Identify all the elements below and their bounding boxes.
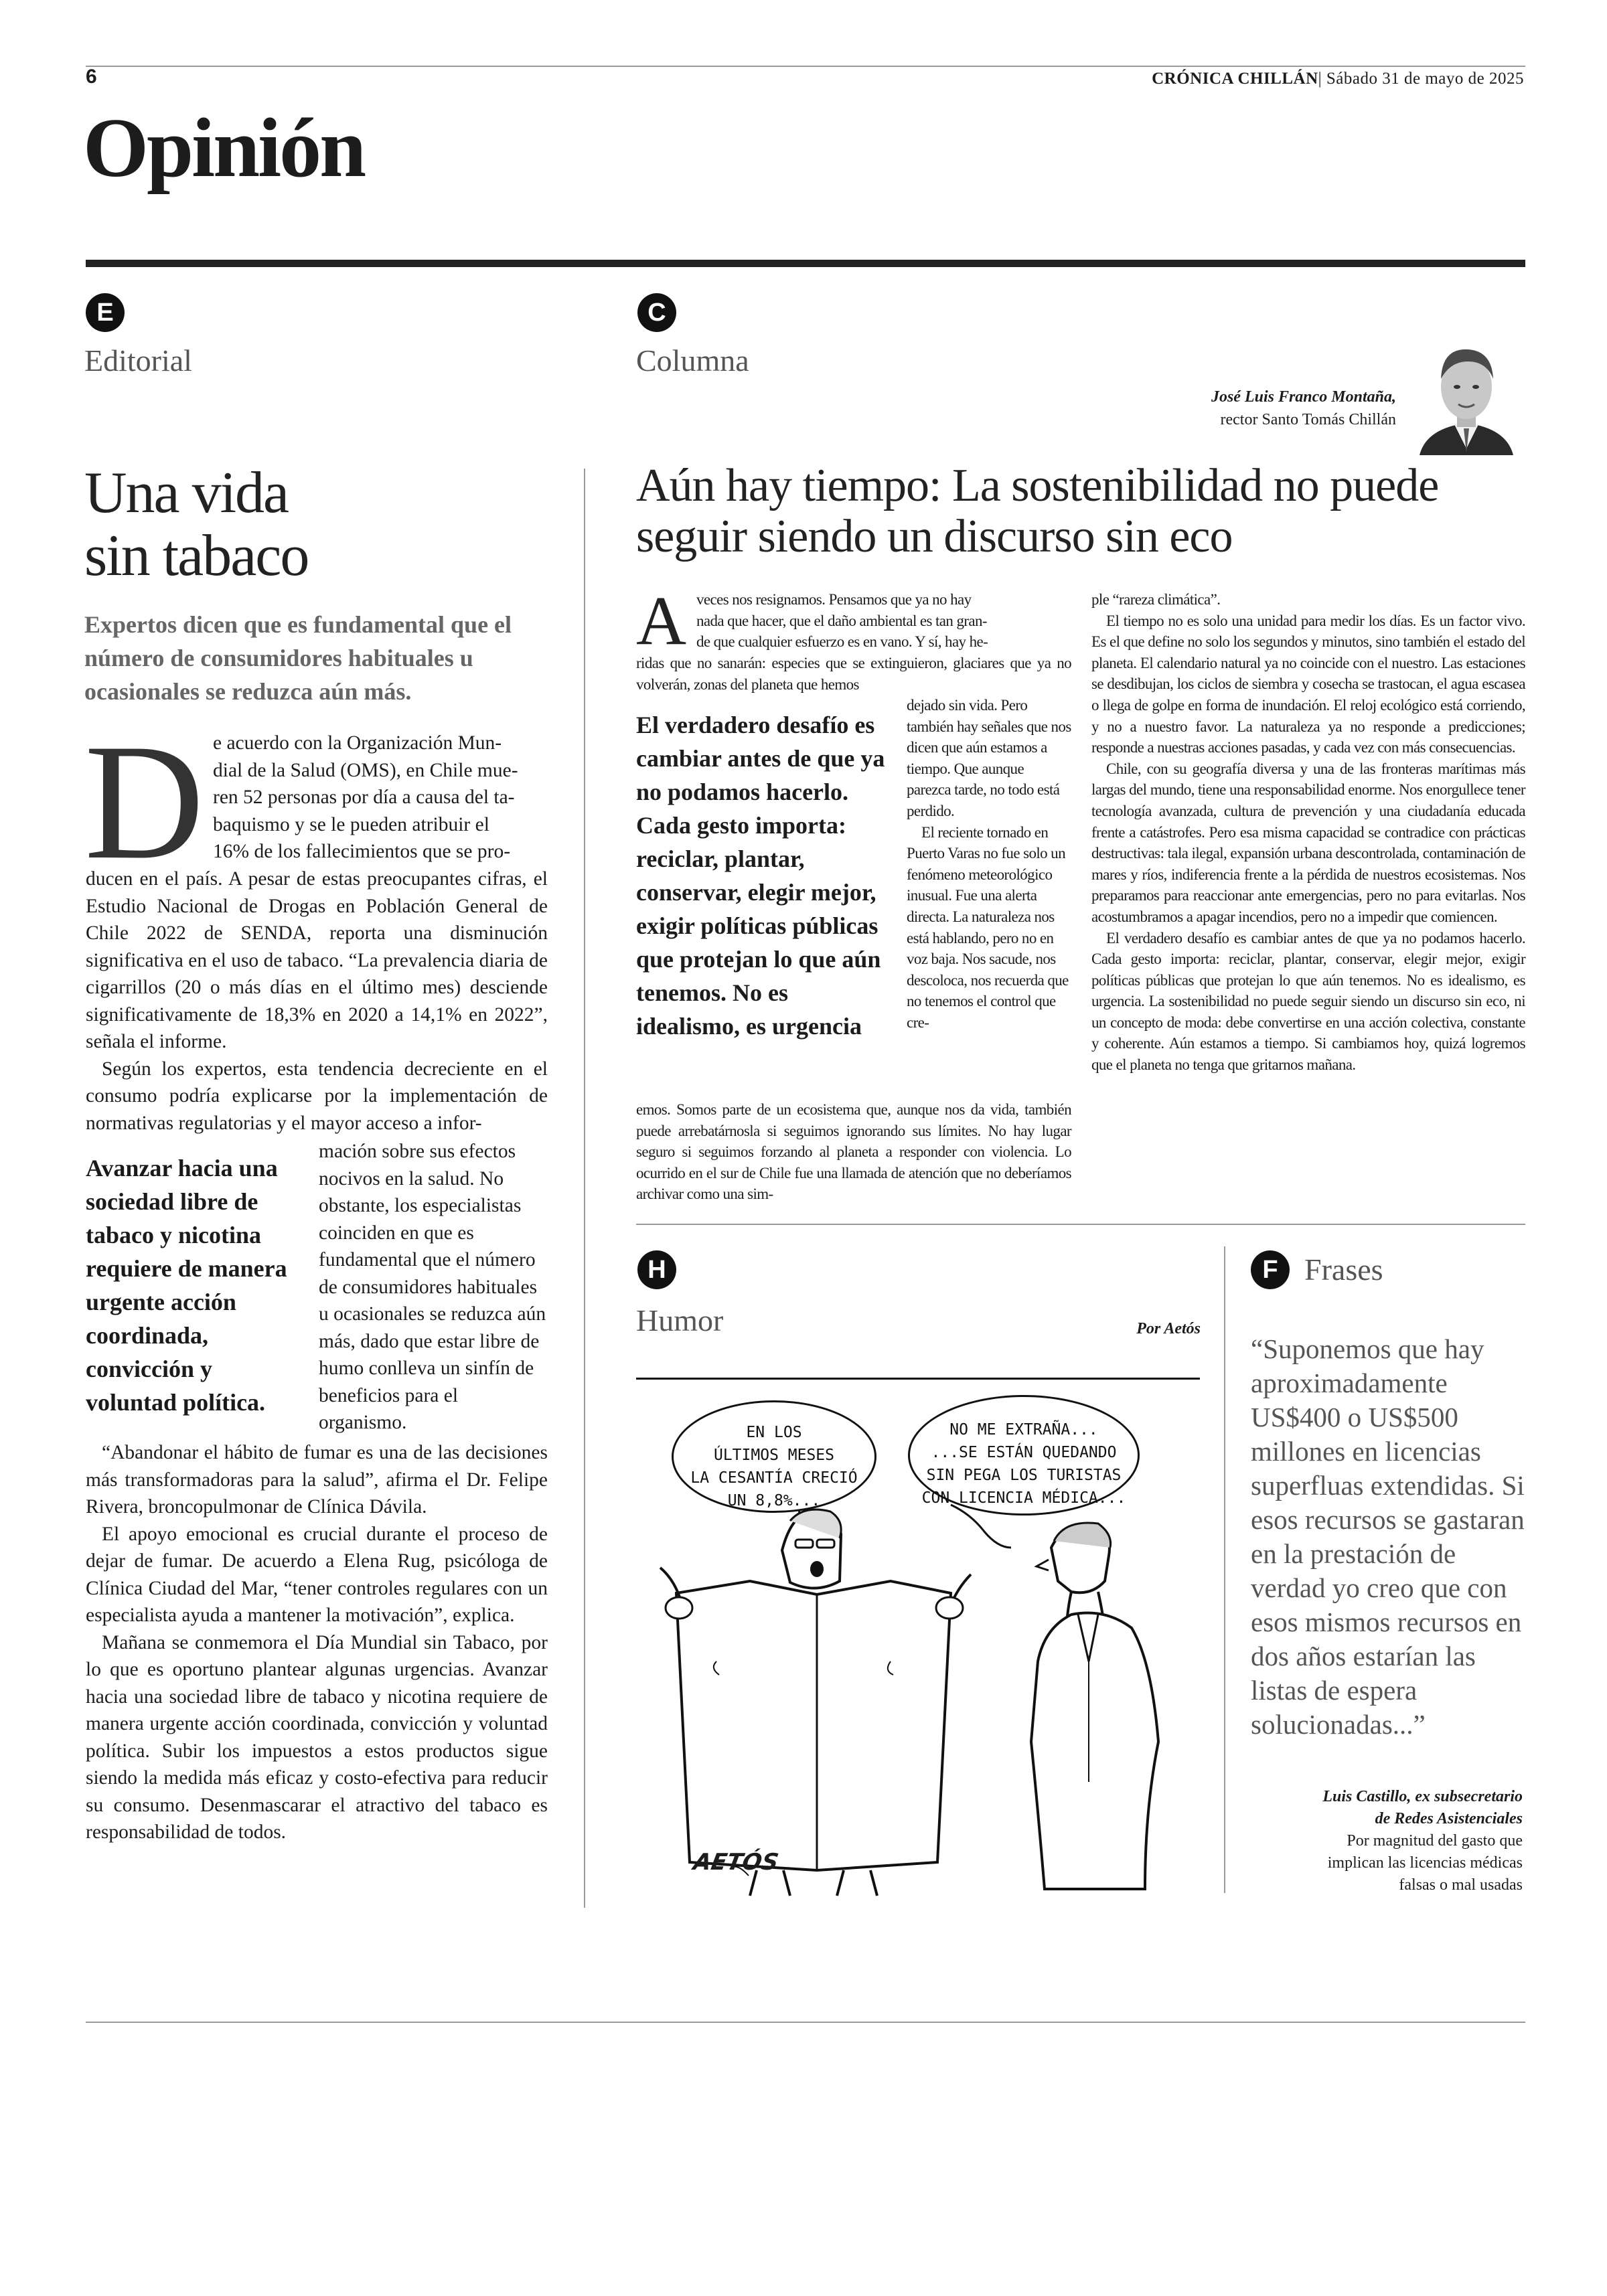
author-portrait: [1413, 335, 1520, 455]
col-line: de que cualquier esfuerzo es en vano. Y sí, hay he-: [696, 633, 988, 651]
bubble2-line: ...SE ESTÁN QUEDANDO: [931, 1444, 1117, 1461]
editorial-drop-cap: D: [84, 710, 205, 894]
editorial-p3: “Abandonar el hábito de fumar es una de las decisiones más transformadoras para la salud”, afirma el Dr. Felipe Rivera, broncopulmonar de Clínica Dávila.: [86, 1442, 548, 1518]
humor-label: Humor: [636, 1303, 724, 1337]
ed-line: ren 52 personas por día a causa del ta-: [213, 787, 515, 808]
frases-quote: “Suponemos que hay aproximadamente US$400 o US$500 millones en licencias superfluas extendidas. Si esos recursos se gastaran en la prestación de verdad yo creo que con esos mismos recursos en dos años estarían las listas de espera solucionadas...”: [1251, 1333, 1525, 1740]
editorial-title-line2: sin tabaco: [84, 523, 309, 588]
author-role: rector Santo Tomás Chillán: [1220, 411, 1396, 428]
column-intro-dropcap-lines: [696, 589, 1071, 653]
column-badge: C: [637, 293, 676, 332]
editorial-p1-dropcap-lines: [213, 730, 548, 866]
section-title: Opinión: [83, 102, 365, 195]
ed-line: 16% de los fallecimientos que se pro-: [213, 841, 511, 862]
column-right-p2: Chile, con su geografía diversa y una de las fronteras marítimas más largas del mundo, tiene una responsabilidad enorme. Nos enorgullece tener tecnología avanzada, cultura de prevención y una ciudadanía educada frente a catástrofes. Pero esa misma capacidad se contradice con prácticas destructivas: tala ilegal, expansión urbana descontrolada, contaminación de mares y ríos, indiferencia frente a la pérdida de nuestros ecosistemas. Nos preparamos para reaccionar ante emergencias, pero no para evitarlas. Nos acostumbramos a apagar incendios, pero no a impedir que comiencen.: [1091, 760, 1525, 925]
frases-label: Frases: [1304, 1252, 1383, 1287]
bubble1-line: UN 8,8%...: [727, 1492, 821, 1509]
bubble2-line: NO ME EXTRAÑA...: [949, 1421, 1098, 1439]
frases-badge: F: [1251, 1250, 1290, 1289]
column-bottom-rule: [636, 1224, 1525, 1225]
editorial-p2-wrap: mación sobre sus efectos nocivos en la salud. No obstante, los especialistas coinciden en que es fundamental que el número de consumidores habituales u ocasionales se reduzca aún más, dado que estar libre de humo conlleva un sinfín de beneficios para el organismo.: [319, 1141, 546, 1433]
column-drop-cap: A: [636, 582, 687, 659]
column-right-p3: El verdadero desafío es cambiar antes de que ya no podamos hacerlo. Cada gesto importa: reciclar, plantar, conservar, elegir mejor, exigir políticas públicas que protejan lo que aún tenemos. No es idealismo, es urgencia. La sostenibilidad no puede seguir siendo un discurso sin eco, ni un concepto de moda: debe convertirse en una acción colectiva, constante y coherente. Aún estamos a tiempo. Si cambiamos hoy, quizá logremos que el planeta no tenga que gritarnos mañana.: [1091, 929, 1525, 1074]
publication-name: CRÓNICA CHILLÁN: [1152, 70, 1318, 88]
column-pullquote: El verdadero desafío es cambiar antes de que ya no podamos hacerlo. Cada gesto importa: reciclar, plantar, conservar, elegir mejor, exigir políticas públicas que protejan lo que aún tenemos. No es idealismo, es urgencia: [636, 712, 885, 1040]
col-line: nada que hacer, que el daño ambiental es tan gran-: [696, 612, 987, 629]
bubble1-line: ÚLTIMOS MESES: [713, 1447, 834, 1464]
bottom-rule: [86, 2022, 1525, 2023]
editorial-body-bottom: [86, 1439, 548, 1846]
editorial-badge: E: [86, 293, 125, 332]
column-intro-rest: ridas que no sanarán: especies que se extinguieron, glaciares que ya no volverán, zonas del planeta que hemos: [636, 655, 1071, 693]
editorial-p4: El apoyo emocional es crucial durante el proceso de dejar de fumar. De acuerdo a Elena Rug, psicóloga de Clínica Ciudad del Mar, “tener controles regulares con un especialista ayuda a mantener la motivación”, explica.: [86, 1523, 548, 1626]
editorial-label: Editorial: [84, 343, 192, 378]
frases-attribution: [1322, 1786, 1523, 1896]
bubble2-line: SIN PEGA LOS TURISTAS: [926, 1467, 1122, 1484]
humor-badge: H: [637, 1250, 676, 1289]
frases-divider: [1224, 1246, 1225, 1893]
cartoon-bubble-1: [672, 1400, 876, 1513]
masthead: [1152, 70, 1524, 88]
cartoon-signature: AETÓS: [691, 1849, 781, 1876]
column-right-text: [1091, 589, 1525, 1076]
cartoon-bubble-2: [908, 1395, 1140, 1515]
ed-line: e acuerdo con la Organización Mun-: [213, 732, 502, 754]
column-title: Aún hay tiempo: La sostenibilidad no puede seguir siendo un discurso sin eco: [636, 460, 1439, 562]
top-rule: [86, 66, 1525, 67]
section-rule: [86, 260, 1525, 267]
ed-line: dial de la Salud (OMS), en Chile mue-: [213, 759, 518, 781]
frases-author-line1: Luis Castillo, ex subsecretario: [1322, 1788, 1523, 1805]
editorial-body-top: [86, 866, 548, 1137]
column-right-p0: ple “rareza climática”.: [1091, 591, 1221, 608]
frases-context-line3: falsas o mal usadas: [1399, 1876, 1523, 1894]
frases-author-line2: de Redes Asistenciales: [1375, 1810, 1523, 1827]
column-bottom-text: emos. Somos parte de un ecosistema que, aunque nos da vida, también puede arrebatárnosla si seguimos ignorando sus límites. No hay lugar seguro si seguimos forzando al planeta a responder con violencia. Lo ocurrido en el sur de Chile fue una llamada de atención que no deberíamos archivar como una sim-: [636, 1101, 1071, 1203]
editorial-p5: Mañana se conmemora el Día Mundial sin Tabaco, por lo que es oportuno plantear algunas urgencias. Avanzar hacia una sociedad libre de tabaco y nicotina requiere de manera urgente acción coordinada, convicción y voluntad política. Subir los impuestos a estos productos sigue siendo la medida más eficaz y costo-efectiva para reducir su consumo. Desenmascarar el atractivo del tabaco es responsabilidad de todos.: [86, 1631, 548, 1843]
frases-context-line2: implican las licencias médicas: [1327, 1854, 1523, 1872]
masthead-separator: |: [1318, 70, 1322, 88]
column-label: Columna: [636, 343, 749, 378]
editorial-pullquote: Avanzar hacia una sociedad libre de tabaco y nicotina requiere de manera urgente acción coordinada, convicción y voluntad política.: [86, 1155, 287, 1416]
editorial-p1-rest: ducen en el país. A pesar de estas preocupantes cifras, el Estudio Nacional de Drogas en Población General de Chile 2022 de SENDA, reporta una disminución significativa en el uso de tabaco. “La prevalencia diaria de cigarrillos (20 o más días en el último mes) desciende significativamente de 18,3% en 2020 a 14,1% en 2022”, señala el informe.: [86, 868, 548, 1052]
column-narrow-p1: dejado sin vida. Pero también hay señales que nos dicen que aún estamos a tiempo. Que aunque parezca tarde, no todo está perdido.: [907, 697, 1071, 819]
col-line: veces nos resignamos. Pensamos que ya no hay: [696, 591, 972, 608]
author-name: José Luis Franco Montaña,: [1211, 388, 1396, 406]
editorial-dek: Expertos dicen que es fundamental que el número de consumidores habituales u ocasionales se reduzca aún más.: [84, 611, 512, 705]
bubble1-line: LA CESANTÍA CRECIÓ: [690, 1469, 858, 1487]
bubble2-line: CON LICENCIA MÉDICA...: [921, 1489, 1126, 1507]
editorial-title-line1: Una vida: [84, 461, 289, 525]
humor-byline: Por Aetós: [1136, 1320, 1201, 1337]
column-right-p1: El tiempo no es solo una unidad para medir los días. Es un factor vivo. Es el que define no solo los segundos y minutos, sino también el estado del planeta. El calendario natural ya no coincide con el nuestro. Las estaciones se desdibujan, los ciclos de siembra y cosecha se trastocan, el agua escasea o llega de golpe en forma de inundación. El reloj ecológico está corriendo, y no a nuestro favor. La naturaleza ya no responde a predicciones; responde a nuestras acciones pasadas, y cada vez con más consecuencias.: [1091, 612, 1525, 756]
column-author: [1211, 386, 1396, 431]
issue-date: Sábado 31 de mayo de 2025: [1326, 70, 1524, 88]
frases-context-line1: Por magnitud del gasto que: [1347, 1832, 1523, 1850]
bubble1-line: EN LOS: [746, 1424, 802, 1441]
editorial-p2-start: Según los expertos, esta tendencia decreciente en el consumo podría explicarse por la implementación de normativas regulatorias y el mayor acceso a infor-: [86, 1058, 548, 1134]
editorial-title: [84, 462, 553, 588]
page-number: 6: [86, 66, 97, 88]
column-narrow-text: [907, 695, 1071, 1034]
column-divider: [584, 469, 585, 1908]
column-narrow-p2: El reciente tornado en Puerto Varas no fue solo un fenómeno meteorológico inusual. Fue una alerta directa. La naturaleza nos está hablando, pero no en voz baja. Nos sacude, nos descoloca, nos recuerda que no tenemos el control que cre-: [907, 823, 1069, 1031]
ed-line: baquismo y se le pueden atribuir el: [213, 813, 489, 835]
cartoon-top-rule: [636, 1378, 1200, 1380]
